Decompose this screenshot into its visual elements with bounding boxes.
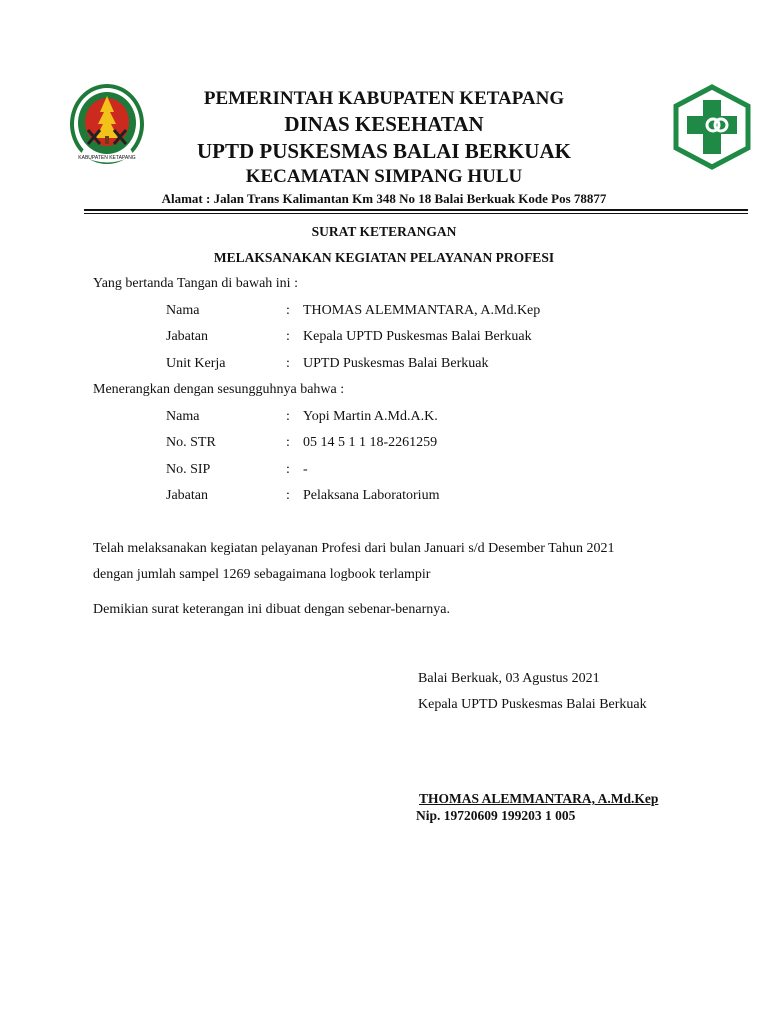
field-label: No. SIP xyxy=(166,462,211,477)
header-department: DINAS KESEHATAN xyxy=(284,112,484,136)
signer-name: THOMAS ALEMMANTARA, A.Md.Kep xyxy=(419,791,659,806)
field-colon: : xyxy=(286,435,290,450)
field-colon: : xyxy=(286,488,290,503)
header-institution: UPTD PUSKESMAS BALAI BERKUAK xyxy=(197,139,571,163)
signer-position: Kepala UPTD Puskesmas Balai Berkuak xyxy=(418,697,647,712)
field-value: THOMAS ALEMMANTARA, A.Md.Kep xyxy=(303,303,541,318)
field-label: Nama xyxy=(166,409,200,424)
field-label: Unit Kerja xyxy=(166,356,226,371)
signer-nip: Nip. 19720609 199203 1 005 xyxy=(416,808,576,823)
field-value: Kepala UPTD Puskesmas Balai Berkuak xyxy=(303,329,532,344)
field-colon: : xyxy=(286,356,290,371)
place-date: Balai Berkuak, 03 Agustus 2021 xyxy=(418,671,600,686)
body-paragraph-line1: Telah melaksanakan kegiatan pelayanan Profesi dari bulan Januari s/d Desember Tahun 2021 xyxy=(93,541,615,556)
document-title: SURAT KETERANGAN xyxy=(311,224,457,239)
header-district: KECAMATAN SIMPANG HULU xyxy=(245,166,523,187)
emblem-caption: KABUPATEN KETAPANG xyxy=(78,155,136,161)
field-value: 05 14 5 1 1 18-2261259 xyxy=(303,435,438,450)
header-address: Alamat : Jalan Trans Kalimantan Km 348 No 18 Balai Berkuak Kode Pos 78877 xyxy=(161,191,607,206)
intro-text: Yang bertanda Tangan di bawah ini : xyxy=(93,276,298,291)
field-colon: : xyxy=(286,462,290,477)
field-label: Jabatan xyxy=(166,329,208,344)
closing-text: Demikian surat keterangan ini dibuat dengan sebenar-benarnya. xyxy=(93,602,450,617)
letterhead-rule-thin xyxy=(84,213,748,214)
field-colon: : xyxy=(286,303,290,318)
header-government: PEMERINTAH KABUPATEN KETAPANG xyxy=(203,88,565,109)
field-label: Jabatan xyxy=(166,488,208,503)
field-label: Nama xyxy=(166,303,200,318)
field-value: Pelaksana Laboratorium xyxy=(303,488,440,503)
field-value: UPTD Puskesmas Balai Berkuak xyxy=(303,356,489,371)
letterhead-rule-thick xyxy=(84,209,748,211)
field-colon: : xyxy=(286,329,290,344)
document-subtitle: MELAKSANAKAN KEGIATAN PELAYANAN PROFESI xyxy=(213,250,555,265)
field-label: No. STR xyxy=(166,435,216,450)
field-value: - xyxy=(303,462,308,477)
field-colon: : xyxy=(286,409,290,424)
field-value: Yopi Martin A.Md.A.K. xyxy=(303,409,438,424)
statement-text: Menerangkan dengan sesungguhnya bahwa : xyxy=(93,382,345,397)
body-paragraph-line2: dengan jumlah sampel 1269 sebagaimana logbook terlampir xyxy=(93,567,431,582)
